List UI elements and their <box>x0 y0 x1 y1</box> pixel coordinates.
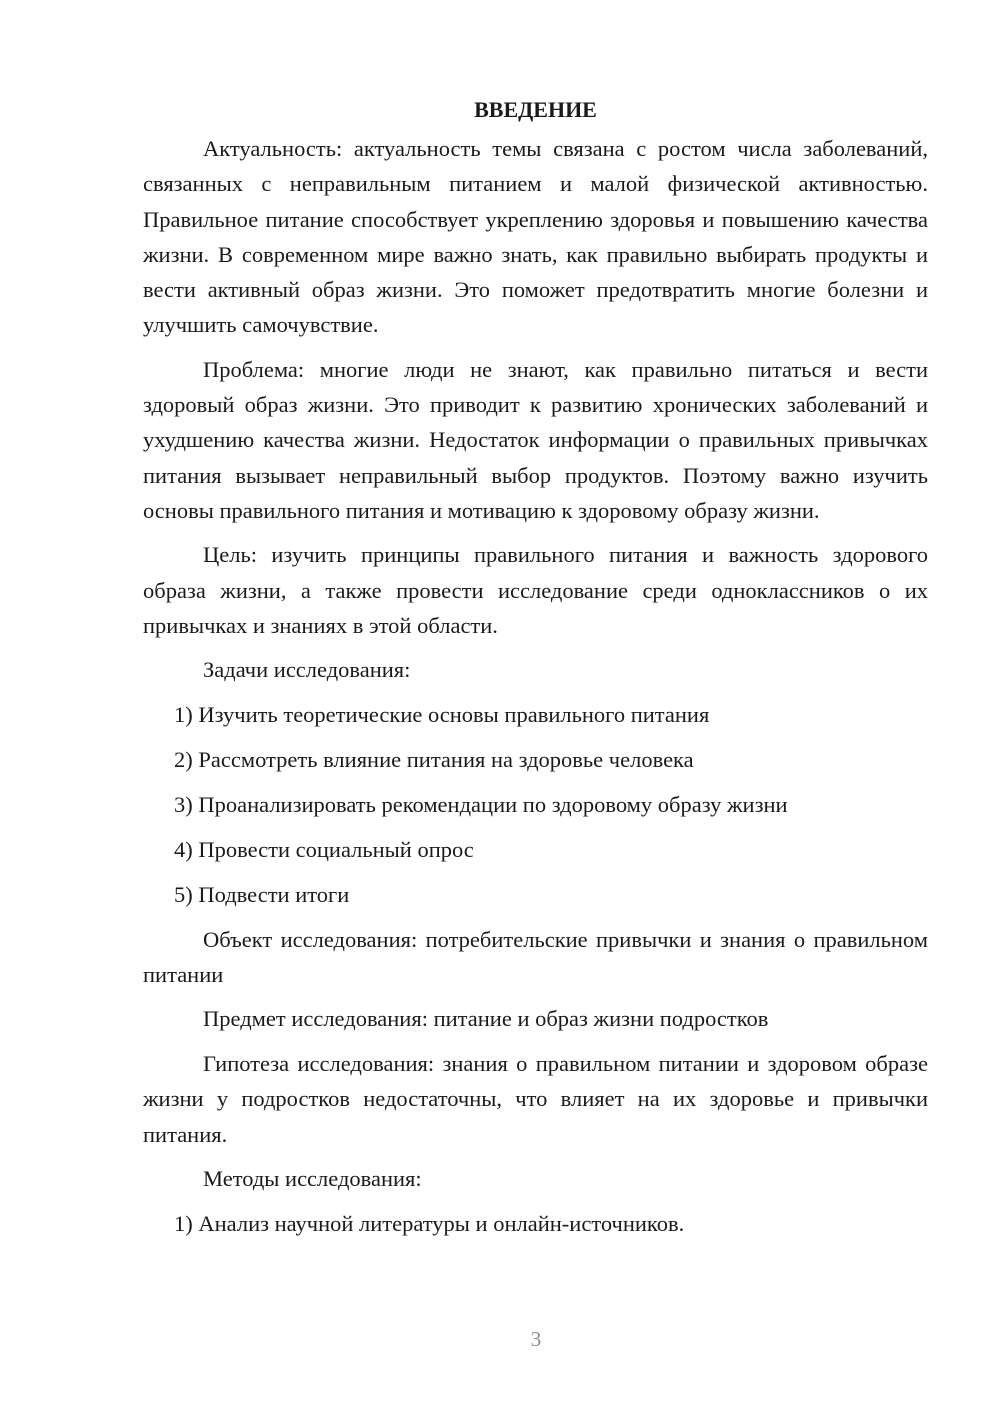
relevance-paragraph: Актуальность: актуальность темы связана с ростом числа заболеваний, связанных с неправильным питанием и малой физической активностью. Правильное питание способствует укреплению здоровья и повышению качества жизни. В современном мире важно знать, как правильно выбирать продукты и вести активный образ жизни. Это поможет предотвратить многие болезни и улучшить самочувствие. <box>143 136 928 338</box>
tasks-label: Задачи исследования: <box>203 657 411 683</box>
page-number: 3 <box>530 1327 542 1351</box>
list-item: 1) Изучить теоретические основы правильного питания <box>174 702 710 728</box>
methods-label: Методы исследования: <box>203 1165 422 1191</box>
list-item: 5) Подвести итоги <box>174 881 350 907</box>
list-item: 2) Рассмотреть влияние питания на здоровье человека <box>174 746 694 772</box>
goal-paragraph: Цель: изучить принципы правильного питания и важность здорового образа жизни, а также провести исследование среди одноклассников о их привычках и знаниях в этой области. <box>143 542 928 638</box>
tasks-list <box>143 697 928 912</box>
section-heading: ВВЕДЕНИЕ <box>474 97 597 122</box>
page-body <box>143 92 928 1251</box>
hypothesis-paragraph: Гипотеза исследования: знания о правильном питании и здоровом образе жизни у подростков недостаточны, что влияет на их здоровье и привычки питания. <box>143 1050 928 1147</box>
subject-line: Предмет исследования: питание и образ жизни подростков <box>203 1006 769 1032</box>
list-item: 3) Проанализировать рекомендации по здоровому образу жизни <box>174 791 788 817</box>
list-item: 1) Анализ научной литературы и онлайн-источников. <box>174 1210 685 1236</box>
list-item: 4) Провести социальный опрос <box>174 836 474 862</box>
problem-paragraph: Проблема: многие люди не знают, как правильно питаться и вести здоровый образ жизни. Это приводит к развитию хронических заболеваний и ухудшению качества жизни. Недостаток информации о правильных привычках питания вызывает неправильный выбор продуктов. Поэтому важно изучить основы правильного питания и мотивацию к здоровому образу жизни. <box>143 356 928 523</box>
methods-list <box>143 1206 928 1241</box>
object-paragraph: Объект исследования: потребительские привычки и знания о правильном питании <box>143 926 928 987</box>
